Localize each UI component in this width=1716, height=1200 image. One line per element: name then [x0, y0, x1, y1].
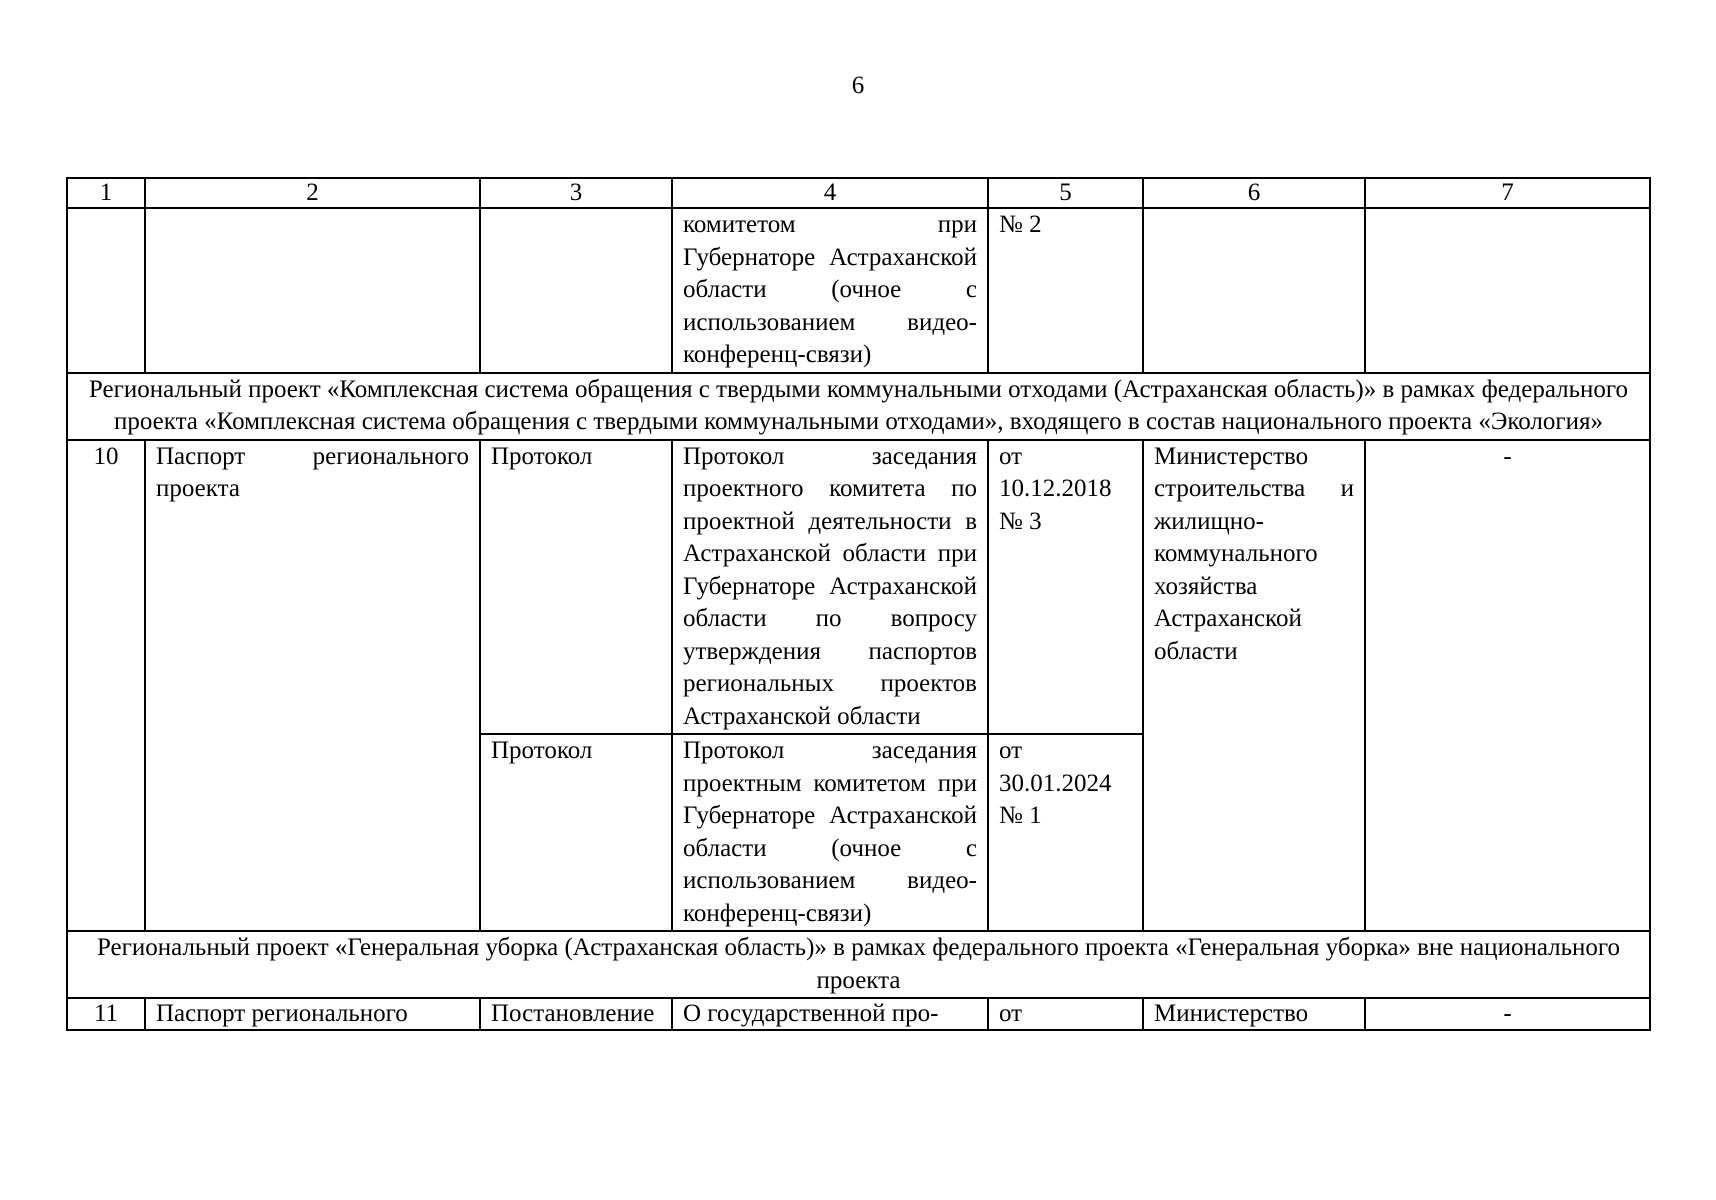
column-header: 4	[672, 178, 988, 208]
section-heading: Региональный проект «Комплексная система обращения с твердыми коммунальными отходами (Астраханская область)» в рамках федерального проекта «Комплексная система обращения с твердыми коммунальными отходами», входящего в состав национального проекта «Экология»	[67, 373, 1650, 440]
responsible-cell: Министерство	[1143, 998, 1365, 1030]
section-heading-row	[67, 931, 1650, 998]
document-table	[66, 177, 1651, 1031]
table-cell	[1143, 208, 1365, 373]
table-row	[67, 440, 1650, 735]
document-number: № 1	[999, 802, 1042, 829]
document-date-cell: от	[988, 998, 1143, 1030]
row-number-cell: 11	[67, 998, 145, 1030]
note-cell: -	[1365, 440, 1650, 932]
document-title-cell: Протокол заседания проектного комитета по проектной деятельности в Астраханской области при Губернаторе Астраханской области по вопросу утверждения паспортов региональных проектов Астраханской области	[672, 440, 988, 735]
column-header: 6	[1143, 178, 1365, 208]
table-cell	[1365, 208, 1650, 373]
column-header: 5	[988, 178, 1143, 208]
section-heading: Региональный проект «Генеральная уборка (Астраханская область)» в рамках федерального проекта «Генеральная уборка» вне национального проекта	[67, 931, 1650, 998]
document-date: 30.01.2024	[999, 769, 1112, 797]
table-cell	[145, 208, 480, 373]
document-title-cell: О государственной про-	[672, 998, 988, 1030]
document-type-cell: Протокол	[480, 734, 672, 931]
column-header: 2	[145, 178, 480, 208]
document-name-cell: Паспорт регионального проекта	[145, 440, 480, 932]
column-header: 7	[1365, 178, 1650, 208]
document-date: 10.12.2018	[999, 475, 1112, 502]
document-title-cell: Протокол заседания проектным комитетом при Губернаторе Астраханской области (очное с использованием видео-конференц-связи)	[672, 734, 988, 931]
column-header-row	[67, 178, 1650, 208]
document-type-cell: Постановление	[480, 998, 672, 1030]
document-type-cell: Протокол	[480, 440, 672, 735]
document-number: № 3	[999, 507, 1042, 535]
table-row	[67, 998, 1650, 1030]
page-number: 6	[851, 72, 865, 99]
section-heading-row	[67, 373, 1650, 440]
note-cell: -	[1365, 998, 1650, 1030]
table-cell	[67, 208, 145, 373]
table-cell	[480, 208, 672, 373]
date-prefix: от	[999, 442, 1023, 470]
document-title-cell: комитетом при Губернаторе Астраханской области (очное с использованием видео-конференц-связи)	[672, 208, 988, 373]
document-name-cell: Паспорт регионального	[145, 998, 480, 1030]
table-row-continuation	[67, 208, 1650, 373]
document-date-cell	[988, 440, 1143, 735]
date-prefix: от	[999, 737, 1023, 764]
row-number-cell: 10	[67, 440, 145, 932]
column-header: 3	[480, 178, 672, 208]
document-number-cell: № 2	[988, 208, 1143, 373]
document-date-cell	[988, 734, 1143, 931]
responsible-cell: Министерство строительства и жилищно-коммунального хозяйства Астраханской области	[1143, 440, 1365, 932]
column-header: 1	[67, 178, 145, 208]
